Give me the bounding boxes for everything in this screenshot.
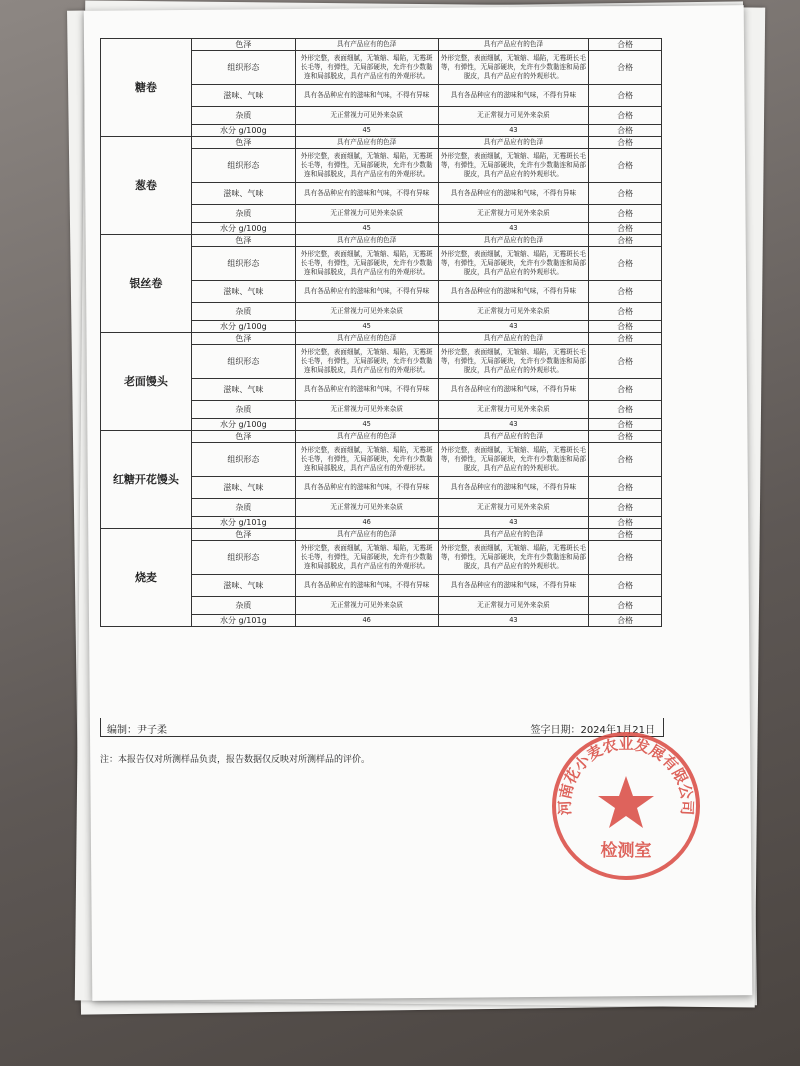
result-cell: 具有各品种应有的滋味和气味，不得有异味 xyxy=(438,281,589,303)
result-cell: 具有产品应有的色泽 xyxy=(438,39,589,51)
editor-label: 编制：尹子柔 xyxy=(107,725,167,736)
item-name: 滋味、气味 xyxy=(191,85,295,107)
result-cell: 43 xyxy=(438,517,589,529)
result-cell: 外形完整，表面细腻，无皱缩、塌陷，无霉斑长毛等，有弹性，无局部硬块，允许有少数黏连和局部脱皮，具有产品应有的外观形状。 xyxy=(438,247,589,281)
conclusion-cell: 合格 xyxy=(589,431,662,443)
item-name: 滋味、气味 xyxy=(191,183,295,205)
result-cell: 具有各品种应有的滋味和气味，不得有异味 xyxy=(438,575,589,597)
requirement-cell: 具有各品种应有的滋味和气味，不得有异味 xyxy=(295,575,438,597)
result-cell: 具有各品种应有的滋味和气味，不得有异味 xyxy=(438,85,589,107)
requirement-cell: 具有各品种应有的滋味和气味，不得有异味 xyxy=(295,183,438,205)
item-name: 色泽 xyxy=(191,529,295,541)
table-row xyxy=(101,529,662,541)
result-cell: 具有各品种应有的滋味和气味，不得有异味 xyxy=(438,183,589,205)
requirement-cell: 具有产品应有的色泽 xyxy=(295,529,438,541)
item-name: 杂质 xyxy=(191,303,295,321)
requirement-cell: 外形完整，表面细腻，无皱缩、塌陷，无霉斑长毛等，有弹性，无局部硬块，允许有少数黏连和局部脱皮，具有产品应有的外观形状。 xyxy=(295,443,438,477)
conclusion-cell: 合格 xyxy=(589,51,662,85)
result-cell: 无正常视力可见外来杂质 xyxy=(438,107,589,125)
item-name: 滋味、气味 xyxy=(191,575,295,597)
conclusion-cell: 合格 xyxy=(589,125,662,137)
conclusion-cell: 合格 xyxy=(589,247,662,281)
requirement-cell: 外形完整，表面细腻，无皱缩、塌陷，无霉斑长毛等，有弹性，无局部硬块，允许有少数黏连和局部脱皮，具有产品应有的外观形状。 xyxy=(295,51,438,85)
requirement-cell: 46 xyxy=(295,615,438,627)
item-name: 组织形态 xyxy=(191,345,295,379)
conclusion-cell: 合格 xyxy=(589,517,662,529)
result-cell: 外形完整，表面细腻，无皱缩、塌陷，无霉斑长毛等，有弹性，无局部硬块，允许有少数黏连和局部脱皮，具有产品应有的外观形状。 xyxy=(438,443,589,477)
conclusion-cell: 合格 xyxy=(589,615,662,627)
requirement-cell: 具有各品种应有的滋味和气味，不得有异味 xyxy=(295,281,438,303)
svg-text:检测室: 检测室 xyxy=(600,841,652,861)
conclusion-cell: 合格 xyxy=(589,597,662,615)
item-name: 组织形态 xyxy=(191,149,295,183)
conclusion-cell: 合格 xyxy=(589,345,662,379)
conclusion-cell: 合格 xyxy=(589,499,662,517)
item-name: 色泽 xyxy=(191,39,295,51)
table-row xyxy=(101,137,662,149)
result-cell: 无正常视力可见外来杂质 xyxy=(438,401,589,419)
item-name: 杂质 xyxy=(191,107,295,125)
table-row xyxy=(101,431,662,443)
conclusion-cell: 合格 xyxy=(589,443,662,477)
requirement-cell: 具有产品应有的色泽 xyxy=(295,39,438,51)
conclusion-cell: 合格 xyxy=(589,303,662,321)
result-cell: 43 xyxy=(438,223,589,235)
item-name: 色泽 xyxy=(191,137,295,149)
requirement-cell: 具有各品种应有的滋味和气味，不得有异味 xyxy=(295,477,438,499)
result-cell: 具有产品应有的色泽 xyxy=(438,333,589,345)
inspection-table xyxy=(100,38,662,627)
company-seal xyxy=(548,728,704,884)
report-note: 注：本报告仅对所测样品负责，报告数据仅反映对所测样品的评价。 xyxy=(100,755,371,765)
item-name: 水分 g/100g xyxy=(191,223,295,235)
table-row xyxy=(101,333,662,345)
conclusion-cell: 合格 xyxy=(589,281,662,303)
item-name: 杂质 xyxy=(191,205,295,223)
result-cell: 无正常视力可见外来杂质 xyxy=(438,303,589,321)
item-name: 水分 g/101g xyxy=(191,517,295,529)
requirement-cell: 外形完整，表面细腻，无皱缩、塌陷，无霉斑长毛等，有弹性，无局部硬块，允许有少数黏连和局部脱皮，具有产品应有的外观形状。 xyxy=(295,247,438,281)
conclusion-cell: 合格 xyxy=(589,541,662,575)
item-name: 滋味、气味 xyxy=(191,281,295,303)
requirement-cell: 45 xyxy=(295,321,438,333)
requirement-cell: 无正常视力可见外来杂质 xyxy=(295,107,438,125)
product-name: 糖卷 xyxy=(101,39,192,137)
result-cell: 43 xyxy=(438,419,589,431)
requirement-cell: 外形完整，表面细腻，无皱缩、塌陷，无霉斑长毛等，有弹性，无局部硬块，允许有少数黏连和局部脱皮，具有产品应有的外观形状。 xyxy=(295,541,438,575)
result-cell: 外形完整，表面细腻，无皱缩、塌陷，无霉斑长毛等，有弹性，无局部硬块，允许有少数黏连和局部脱皮，具有产品应有的外观形状。 xyxy=(438,51,589,85)
item-name: 滋味、气味 xyxy=(191,477,295,499)
conclusion-cell: 合格 xyxy=(589,333,662,345)
conclusion-cell: 合格 xyxy=(589,107,662,125)
result-cell: 具有各品种应有的滋味和气味，不得有异味 xyxy=(438,379,589,401)
conclusion-cell: 合格 xyxy=(589,183,662,205)
requirement-cell: 无正常视力可见外来杂质 xyxy=(295,205,438,223)
result-cell: 无正常视力可见外来杂质 xyxy=(438,205,589,223)
item-name: 组织形态 xyxy=(191,443,295,477)
requirement-cell: 无正常视力可见外来杂质 xyxy=(295,499,438,517)
item-name: 水分 g/100g xyxy=(191,321,295,333)
item-name: 组织形态 xyxy=(191,541,295,575)
requirement-cell: 具有产品应有的色泽 xyxy=(295,333,438,345)
requirement-cell: 45 xyxy=(295,419,438,431)
item-name: 水分 g/101g xyxy=(191,615,295,627)
sign-date: 签字日期：2024年1月21日 xyxy=(530,725,655,736)
conclusion-cell: 合格 xyxy=(589,321,662,333)
item-name: 组织形态 xyxy=(191,51,295,85)
item-name: 滋味、气味 xyxy=(191,379,295,401)
conclusion-cell: 合格 xyxy=(589,379,662,401)
requirement-cell: 外形完整，表面细腻，无皱缩、塌陷，无霉斑长毛等，有弹性，无局部硬块，允许有少数黏连和局部脱皮，具有产品应有的外观形状。 xyxy=(295,149,438,183)
requirement-cell: 具有产品应有的色泽 xyxy=(295,235,438,247)
table-row xyxy=(101,235,662,247)
result-cell: 43 xyxy=(438,125,589,137)
table-row xyxy=(101,39,662,51)
svg-text:河南花小麦农业发展有限公司: 河南花小麦农业发展有限公司 xyxy=(555,735,697,816)
product-name: 银丝卷 xyxy=(101,235,192,333)
requirement-cell: 具有产品应有的色泽 xyxy=(295,137,438,149)
result-cell: 外形完整，表面细腻，无皱缩、塌陷，无霉斑长毛等，有弹性，无局部硬块，允许有少数黏连和局部脱皮，具有产品应有的外观形状。 xyxy=(438,345,589,379)
requirement-cell: 具有各品种应有的滋味和气味，不得有异味 xyxy=(295,379,438,401)
requirement-cell: 具有各品种应有的滋味和气味，不得有异味 xyxy=(295,85,438,107)
requirement-cell: 无正常视力可见外来杂质 xyxy=(295,303,438,321)
item-name: 组织形态 xyxy=(191,247,295,281)
product-name: 烧麦 xyxy=(101,529,192,627)
result-cell: 具有产品应有的色泽 xyxy=(438,431,589,443)
result-cell: 43 xyxy=(438,615,589,627)
requirement-cell: 45 xyxy=(295,125,438,137)
item-name: 色泽 xyxy=(191,235,295,247)
conclusion-cell: 合格 xyxy=(589,39,662,51)
conclusion-cell: 合格 xyxy=(589,85,662,107)
conclusion-cell: 合格 xyxy=(589,575,662,597)
conclusion-cell: 合格 xyxy=(589,477,662,499)
item-name: 杂质 xyxy=(191,401,295,419)
result-cell: 具有产品应有的色泽 xyxy=(438,235,589,247)
conclusion-cell: 合格 xyxy=(589,205,662,223)
conclusion-cell: 合格 xyxy=(589,529,662,541)
conclusion-cell: 合格 xyxy=(589,419,662,431)
result-cell: 无正常视力可见外来杂质 xyxy=(438,499,589,517)
requirement-cell: 无正常视力可见外来杂质 xyxy=(295,401,438,419)
conclusion-cell: 合格 xyxy=(589,235,662,247)
result-cell: 43 xyxy=(438,321,589,333)
item-name: 杂质 xyxy=(191,499,295,517)
requirement-cell: 具有产品应有的色泽 xyxy=(295,431,438,443)
result-cell: 外形完整，表面细腻，无皱缩、塌陷，无霉斑长毛等，有弹性，无局部硬块，允许有少数黏连和局部脱皮，具有产品应有的外观形状。 xyxy=(438,149,589,183)
item-name: 水分 g/100g xyxy=(191,419,295,431)
item-name: 色泽 xyxy=(191,431,295,443)
requirement-cell: 无正常视力可见外来杂质 xyxy=(295,597,438,615)
requirement-cell: 46 xyxy=(295,517,438,529)
item-name: 杂质 xyxy=(191,597,295,615)
requirement-cell: 45 xyxy=(295,223,438,235)
result-cell: 具有产品应有的色泽 xyxy=(438,529,589,541)
result-cell: 具有各品种应有的滋味和气味，不得有异味 xyxy=(438,477,589,499)
conclusion-cell: 合格 xyxy=(589,401,662,419)
result-cell: 具有产品应有的色泽 xyxy=(438,137,589,149)
conclusion-cell: 合格 xyxy=(589,137,662,149)
item-name: 色泽 xyxy=(191,333,295,345)
product-name: 葱卷 xyxy=(101,137,192,235)
requirement-cell: 外形完整，表面细腻，无皱缩、塌陷，无霉斑长毛等，有弹性，无局部硬块，允许有少数黏连和局部脱皮，具有产品应有的外观形状。 xyxy=(295,345,438,379)
product-name: 红糖开花馒头 xyxy=(101,431,192,529)
result-cell: 无正常视力可见外来杂质 xyxy=(438,597,589,615)
result-cell: 外形完整，表面细腻，无皱缩、塌陷，无霉斑长毛等，有弹性，无局部硬块，允许有少数黏连和局部脱皮，具有产品应有的外观形状。 xyxy=(438,541,589,575)
item-name: 水分 g/100g xyxy=(191,125,295,137)
conclusion-cell: 合格 xyxy=(589,223,662,235)
conclusion-cell: 合格 xyxy=(589,149,662,183)
product-name: 老面馒头 xyxy=(101,333,192,431)
